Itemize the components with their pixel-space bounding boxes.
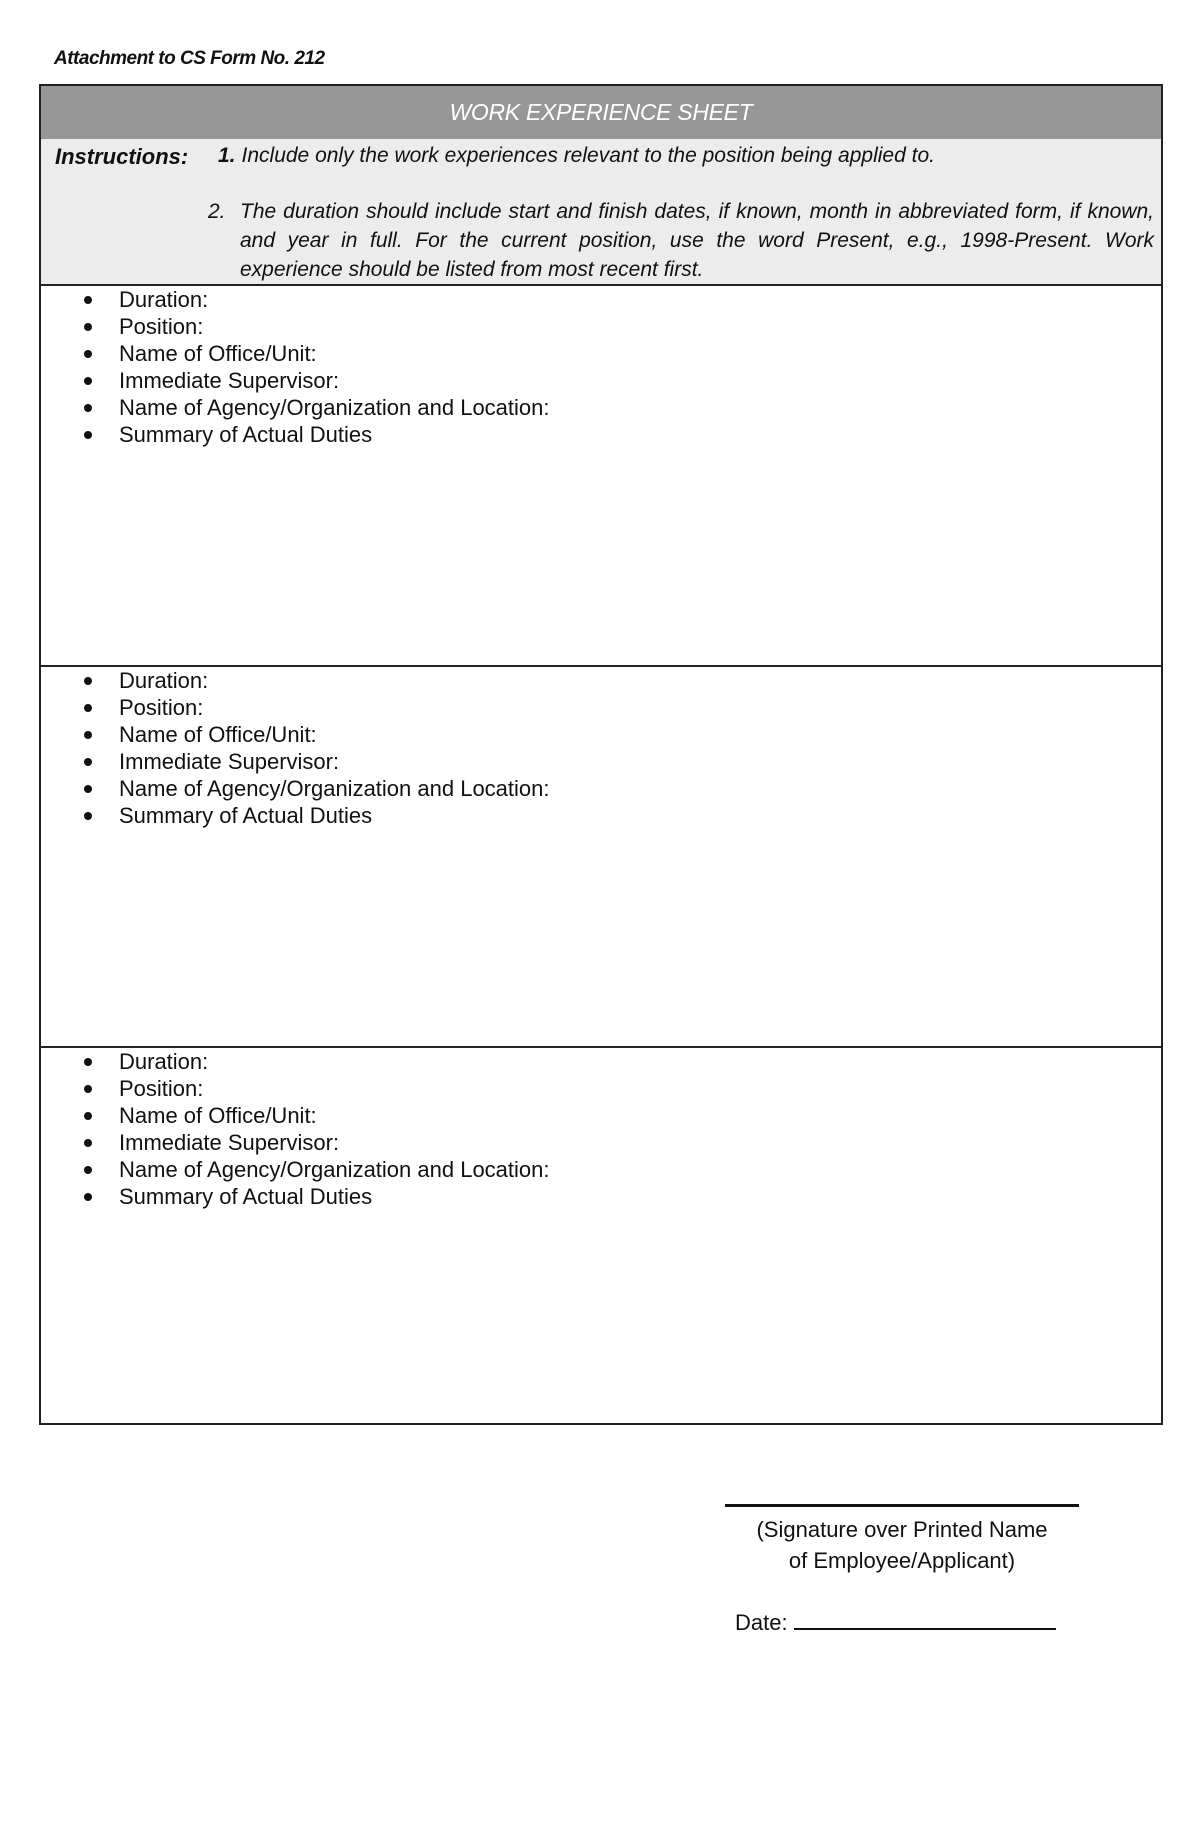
field-summary-duties: Summary of Actual Duties — [84, 1183, 550, 1210]
entry-field-list — [84, 1048, 550, 1210]
form-attachment-label: Attachment to CS Form No. 212 — [54, 48, 325, 69]
field-agency-location: Name of Agency/Organization and Location: — [84, 394, 550, 421]
bullet-icon — [84, 431, 92, 439]
bullet-icon — [84, 377, 92, 385]
date-blank-field[interactable] — [794, 1608, 1056, 1630]
work-entry-2[interactable] — [41, 667, 1161, 1048]
instruction-1-text: Include only the work experiences relevant to the position being applied to. — [241, 144, 935, 167]
instructions-section — [41, 139, 1161, 286]
field-supervisor: Immediate Supervisor: — [84, 748, 550, 775]
signature-caption-line-1: (Signature over Printed Name — [756, 1517, 1048, 1542]
field-office-unit: Name of Office/Unit: — [84, 1102, 550, 1129]
field-agency-location: Name of Agency/Organization and Location: — [84, 775, 550, 802]
field-agency-location: Name of Agency/Organization and Location: — [84, 1156, 550, 1183]
bullet-icon — [84, 350, 92, 358]
field-office-unit: Name of Office/Unit: — [84, 721, 550, 748]
bullet-icon — [84, 323, 92, 331]
bullet-icon — [84, 704, 92, 712]
bullet-icon — [84, 1112, 92, 1120]
work-entry-3[interactable] — [41, 1048, 1161, 1429]
bullet-icon — [84, 1085, 92, 1093]
field-duration: Duration: — [84, 1048, 550, 1075]
bullet-icon — [84, 785, 92, 793]
work-experience-sheet — [39, 84, 1163, 1425]
field-position: Position: — [84, 313, 550, 340]
field-position: Position: — [84, 694, 550, 721]
instruction-1-number: 1. — [218, 144, 236, 167]
instruction-2-text: The duration should include start and finish dates, if known, month in abbreviated form, if known, and year in full. For the current position, use the word Present, e.g., 1998-Present. Work experience should be listed from most recent first. — [240, 200, 1154, 281]
field-office-unit: Name of Office/Unit: — [84, 340, 550, 367]
signature-line[interactable] — [725, 1504, 1079, 1507]
entry-field-list — [84, 286, 550, 448]
instruction-item-1 — [218, 144, 935, 168]
date-row — [735, 1608, 1056, 1636]
bullet-icon — [84, 758, 92, 766]
field-supervisor: Immediate Supervisor: — [84, 1129, 550, 1156]
field-duration: Duration: — [84, 667, 550, 694]
bullet-icon — [84, 1193, 92, 1201]
signature-caption-line-2: of Employee/Applicant) — [788, 1548, 1016, 1573]
date-label: Date: — [735, 1610, 788, 1635]
bullet-icon — [84, 731, 92, 739]
field-position: Position: — [84, 1075, 550, 1102]
signature-caption — [725, 1514, 1079, 1576]
instructions-label: Instructions: — [55, 144, 189, 169]
bullet-icon — [84, 677, 92, 685]
bullet-icon — [84, 812, 92, 820]
instruction-item-2 — [208, 197, 1154, 284]
bullet-icon — [84, 1139, 92, 1147]
bullet-icon — [84, 296, 92, 304]
field-summary-duties: Summary of Actual Duties — [84, 421, 550, 448]
field-supervisor: Immediate Supervisor: — [84, 367, 550, 394]
bullet-icon — [84, 1166, 92, 1174]
field-duration: Duration: — [84, 286, 550, 313]
bullet-icon — [84, 1058, 92, 1066]
bullet-icon — [84, 404, 92, 412]
field-summary-duties: Summary of Actual Duties — [84, 802, 550, 829]
work-entry-1[interactable] — [41, 286, 1161, 667]
sheet-title: WORK EXPERIENCE SHEET — [41, 86, 1161, 141]
entry-field-list — [84, 667, 550, 829]
instruction-2-number: 2. — [208, 200, 226, 223]
